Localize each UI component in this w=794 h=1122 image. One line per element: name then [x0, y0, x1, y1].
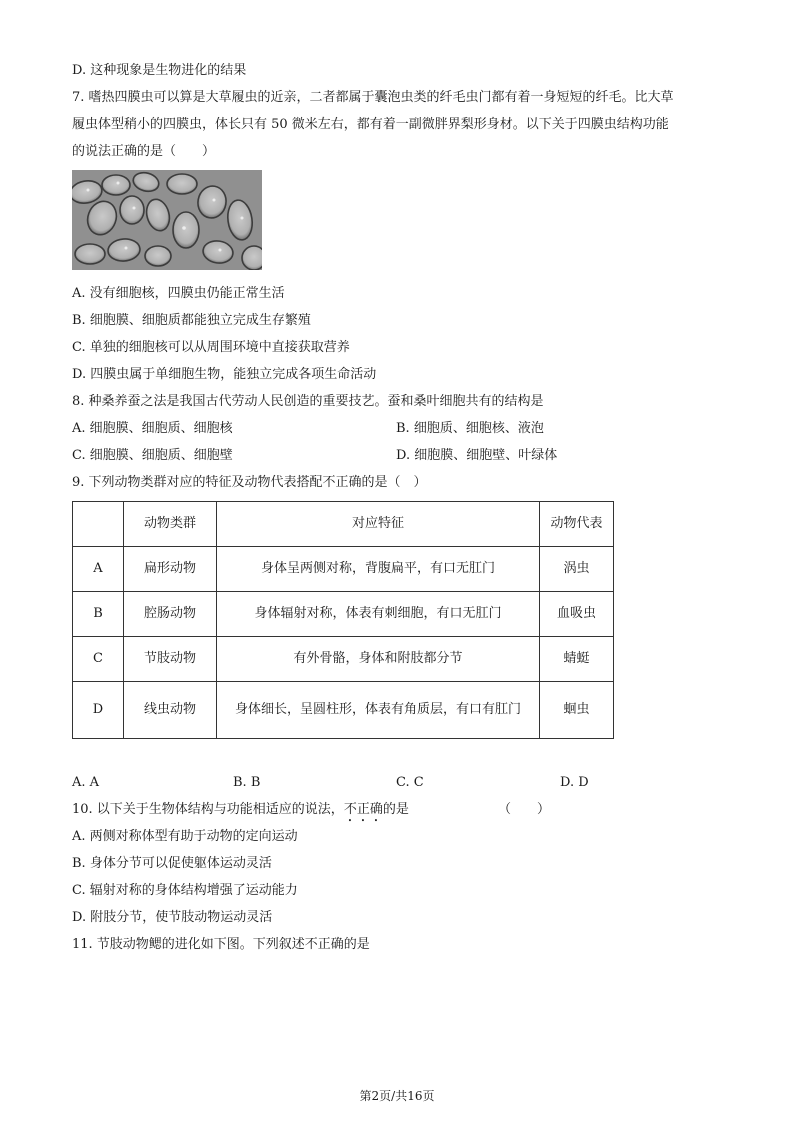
q9-answer-b: B. B [233, 775, 261, 790]
table-row [73, 592, 614, 637]
row-group: 线虫动物 [124, 682, 217, 739]
q9-answer-c: C. C [396, 775, 424, 790]
q10-stem-suffix: 的是 [382, 802, 409, 817]
q10-answer-paren: （ ） [498, 802, 551, 817]
table-header-cell [73, 502, 124, 547]
q7-stem-line3: 的说法正确的是（ ） [72, 144, 216, 159]
row-rep: 蜻蜓 [540, 637, 614, 682]
q10-option-c: C. 辐射对称的身体结构增强了运动能力 [72, 883, 298, 898]
q10-stem-emphasis: 不正确 [343, 802, 383, 817]
table-row [73, 682, 614, 739]
q7-option-b: B. 细胞膜、细胞质都能独立完成生存繁殖 [72, 313, 311, 328]
row-feature: 身体细长，呈圆柱形，体表有角质层，有口有肛门 [217, 682, 540, 739]
q7-option-a: A. 没有细胞核，四膜虫仍能正常生活 [72, 286, 285, 301]
row-key: A [73, 547, 124, 592]
table-row [73, 637, 614, 682]
q7-stem-line2: 履虫体型稍小的四膜虫，体长只有 50 微米左右，都有着一副微胖界梨形身材。以下关于四膜虫结构功能 [72, 117, 669, 132]
row-rep: 蛔虫 [540, 682, 614, 739]
row-group: 节肢动物 [124, 637, 217, 682]
row-group: 扁形动物 [124, 547, 217, 592]
q11-stem: 11. 节肢动物鳃的进化如下图。下列叙述不正确的是 [72, 937, 370, 952]
micrograph-image [72, 170, 262, 270]
tetrahymena-micrograph [72, 170, 262, 270]
q8-option-c: C. 细胞膜、细胞质、细胞壁 [72, 448, 233, 463]
q7-option-c: C. 单独的细胞核可以从周围环境中直接获取营养 [72, 340, 350, 355]
q8-option-d: D. 细胞膜、细胞壁、叶绿体 [396, 448, 558, 463]
q10-stem-prefix: 10. 以下关于生物体结构与功能相适应的说法， [72, 802, 344, 817]
q10-option-d: D. 附肢分节，使节肢动物运动灵活 [72, 910, 273, 925]
q9-stem: 9. 下列动物类群对应的特征及动物代表搭配不正确的是（ ） [72, 475, 427, 490]
row-key: C [73, 637, 124, 682]
q8-option-a: A. 细胞膜、细胞质、细胞核 [72, 421, 233, 436]
q9-table [72, 501, 614, 739]
q7-option-d: D. 四膜虫属于单细胞生物，能独立完成各项生命活动 [72, 367, 377, 382]
row-rep: 涡虫 [540, 547, 614, 592]
row-feature: 有外骨骼，身体和附肢都分节 [217, 637, 540, 682]
row-key: D [73, 682, 124, 739]
q9-answer-d: D. D [560, 775, 589, 790]
table-header-cell: 动物类群 [124, 502, 217, 547]
q6-option-d: D. 这种现象是生物进化的结果 [72, 63, 247, 78]
row-rep: 血吸虫 [540, 592, 614, 637]
q7-stem-line1: 7. 嗜热四膜虫可以算是大草履虫的近亲，二者都属于囊泡虫类的纤毛虫门都有着一身短短的纤毛。比大草 [72, 90, 674, 105]
row-key: B [73, 592, 124, 637]
table-header-row [73, 502, 614, 547]
q8-stem: 8. 种桑养蚕之法是我国古代劳动人民创造的重要技艺。蚕和桑叶细胞共有的结构是 [72, 394, 544, 409]
q10-stem [72, 801, 409, 825]
q10-option-b: B. 身体分节可以促使躯体运动灵活 [72, 856, 272, 871]
q9-answer-a: A. A [72, 775, 100, 790]
table-header-cell: 对应特征 [217, 502, 540, 547]
row-feature: 身体辐射对称，体表有刺细胞，有口无肛门 [217, 592, 540, 637]
q8-option-b: B. 细胞质、细胞核、液泡 [396, 421, 544, 436]
table-row [73, 547, 614, 592]
row-feature: 身体呈两侧对称，背腹扁平，有口无肛门 [217, 547, 540, 592]
page-footer: 第2页/共16页 [359, 1089, 435, 1103]
q10-option-a: A. 两侧对称体型有助于动物的定向运动 [72, 829, 298, 844]
row-group: 腔肠动物 [124, 592, 217, 637]
table-header-cell: 动物代表 [540, 502, 614, 547]
